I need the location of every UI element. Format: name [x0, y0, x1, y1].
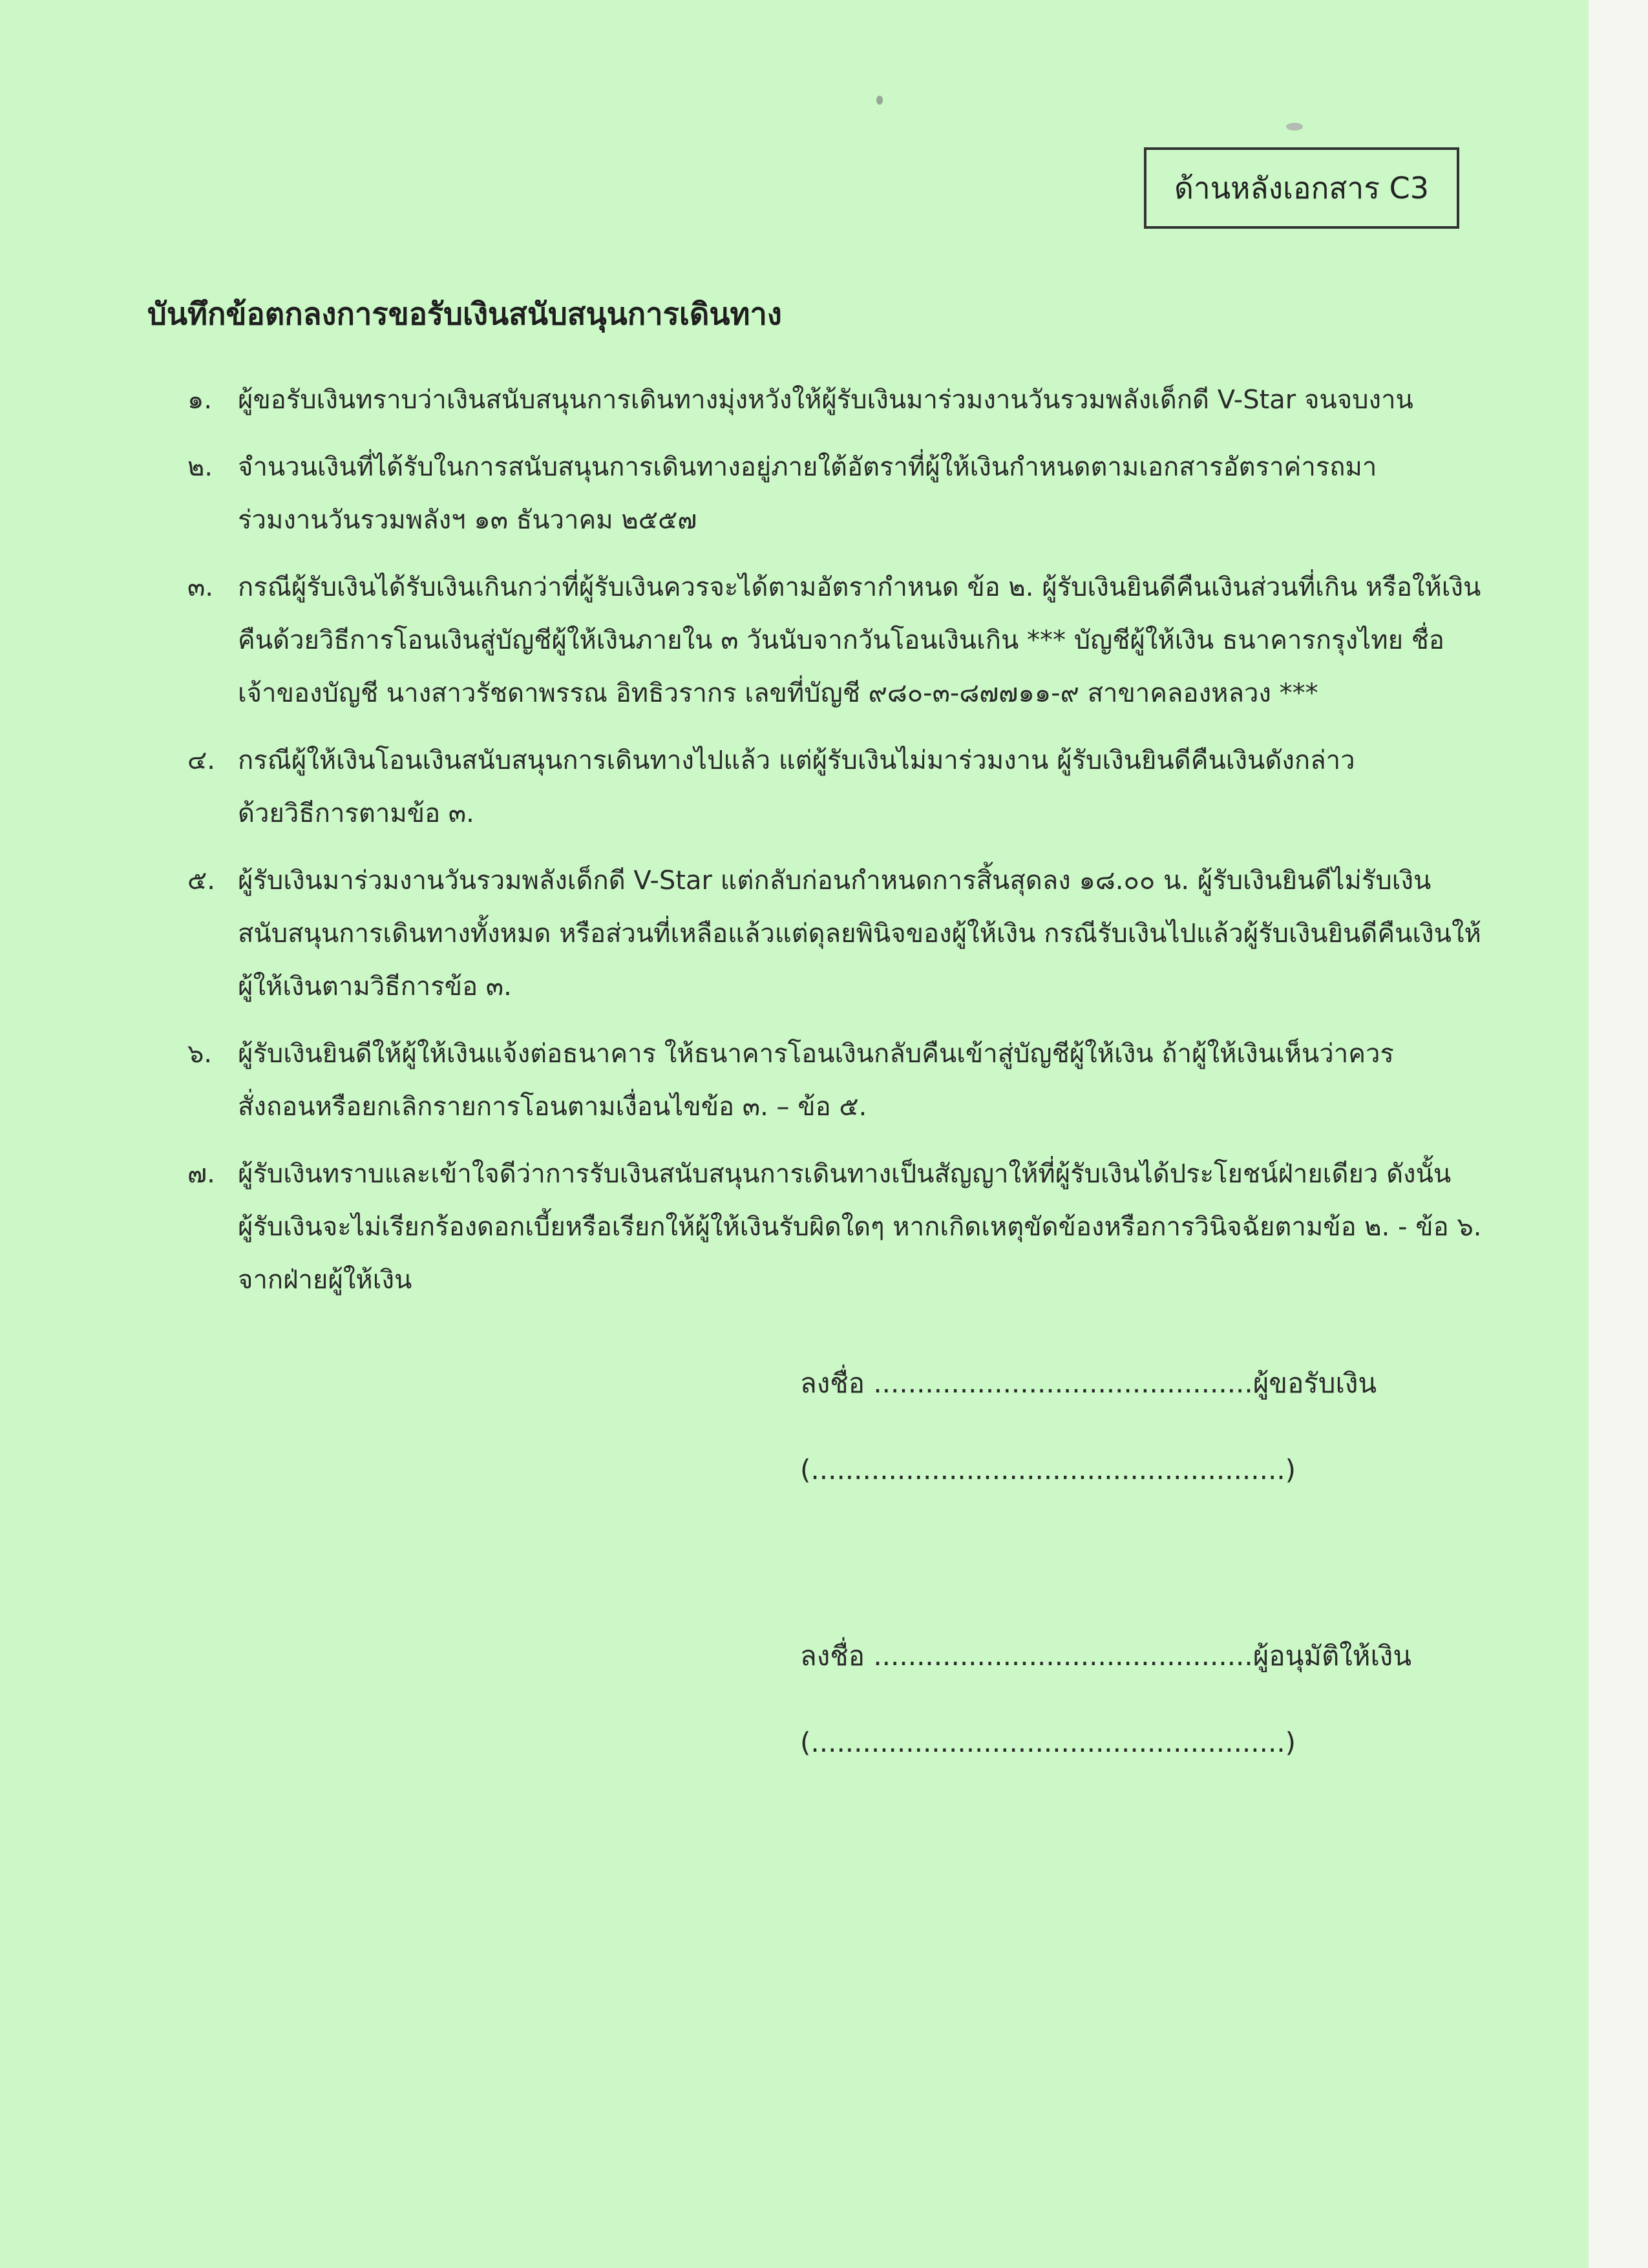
- clause-3: [187, 561, 1481, 720]
- clause-text-line: ร่วมงานวันรวมพลังฯ ๑๓ ธันวาคม ๒๕๕๗: [238, 505, 697, 535]
- clause-6: [187, 1027, 1461, 1133]
- approver-signature-line: ลงชื่อ ............................................ผู้อนุมัติให้เงิน: [800, 1640, 1412, 1672]
- requester-signature-line: ลงชื่อ ............................................ผู้ขอรับเงิน: [800, 1367, 1377, 1399]
- page-title: บันทึกข้อตกลงการขอรับเงินสนับสนุนการเดินทาง: [147, 297, 782, 332]
- clause-number: ๑.: [187, 385, 213, 415]
- clause-2: [187, 441, 1461, 547]
- clause-number: ๒.: [187, 452, 213, 482]
- clause-text-line: ผู้รับเงินยินดีให้ผู้ให้เงินแจ้งต่อธนาคาร ให้ธนาคารโอนเงินกลับคืนเข้าสู่บัญชีผู้ให้เงิน ถ้าผู้ให้เงินเห็นว่าควร: [238, 1039, 1394, 1069]
- clause-text-line: สั่งถอนหรือยกเลิกรายการโอนตามเงื่อนไขข้อ ๓. – ข้อ ๕.: [238, 1092, 867, 1122]
- clause-text-line: สนับสนุนการเดินทางทั้งหมด หรือส่วนที่เหลือแล้วแต่ดุลยพินิจของผู้ให้เงิน กรณีรับเงินไปแล้วผู้รับเงินยินดีคืนเงินให้: [238, 919, 1481, 949]
- clause-text-line: ผู้ขอรับเงินทราบว่าเงินสนับสนุนการเดินทางมุ่งหวังให้ผู้รับเงินมาร่วมงานวันรวมพลังเด็กดี V-Star จนจบงาน: [238, 385, 1413, 415]
- scan-margin: [1589, 0, 1648, 2268]
- clause-4: [187, 734, 1461, 840]
- clause-text-line: ผู้รับเงินจะไม่เรียกร้องดอกเบี้ยหรือเรียกให้ผู้ให้เงินรับผิดใดๆ หากเกิดเหตุขัดข้องหรือการวินิจฉัยตามข้อ ๒. - ข้อ ๖.: [238, 1212, 1482, 1242]
- doc-label: ด้านหลังเอกสาร C3: [1174, 170, 1429, 205]
- doc-label-box: [1144, 147, 1459, 229]
- clause-number: ๖.: [187, 1039, 213, 1069]
- clause-number: ๗.: [187, 1159, 215, 1189]
- clause-text-line: ผู้ให้เงินตามวิธีการข้อ ๓.: [238, 972, 512, 1002]
- scan-speck: [1286, 123, 1303, 131]
- clause-text-line: ผู้รับเงินทราบและเข้าใจดีว่าการรับเงินสนับสนุนการเดินทางเป็นสัญญาให้ที่ผู้รับเงินได้ประโยชน์ฝ่ายเดียว ดังนั้น: [238, 1159, 1452, 1189]
- clause-text-line: ผู้รับเงินมาร่วมงานวันรวมพลังเด็กดี V-Star แต่กลับก่อนกำหนดการสิ้นสุดลง ๑๘.๐๐ น. ผู้รับเงินยินดีไม่รับเงิน: [238, 866, 1431, 896]
- clause-5: [187, 854, 1481, 1013]
- clause-number: ๕.: [187, 866, 215, 896]
- clause-text-line: จำนวนเงินที่ได้รับในการสนับสนุนการเดินทางอยู่ภายใต้อัตราที่ผู้ให้เงินกำหนดตามเอกสารอัตราค่ารถมา: [238, 452, 1377, 482]
- clause-text-line: จากฝ่ายผู้ให้เงิน: [238, 1265, 412, 1295]
- requester-name-line: (.......................................................): [800, 1454, 1296, 1486]
- clause-number: ๓.: [187, 572, 214, 602]
- clause-text-line: ด้วยวิธีการตามข้อ ๓.: [238, 799, 474, 828]
- clause-text-line: เจ้าของบัญชี นางสาวรัชดาพรรณ อิทธิวรากร เลขที่บัญชี ๙๘๐-๓-๘๗๗๑๑-๙ สาขาคลองหลวง ***: [238, 678, 1318, 708]
- clause-7: [187, 1148, 1482, 1307]
- clause-text-line: กรณีผู้รับเงินได้รับเงินเกินกว่าที่ผู้รับเงินควรจะได้ตามอัตรากำหนด ข้อ ๒. ผู้รับเงินยินดีคืนเงินส่วนที่เกิน หรือให้เงิน: [238, 572, 1481, 602]
- clause-number: ๔.: [187, 746, 215, 775]
- approver-name-line: (.......................................................): [800, 1727, 1296, 1758]
- clause-list: [187, 373, 1482, 1321]
- clause-text-line: คืนด้วยวิธีการโอนเงินสู่บัญชีผู้ให้เงินภายใน ๓ วันนับจากวันโอนเงินเกิน *** บัญชีผู้ให้เงิน ธนาคารกรุงไทย ชื่อ: [238, 625, 1444, 655]
- scan-speck: [876, 96, 883, 105]
- clause-1: [187, 373, 1461, 426]
- clause-text-line: กรณีผู้ให้เงินโอนเงินสนับสนุนการเดินทางไปแล้ว แต่ผู้รับเงินไม่มาร่วมงาน ผู้รับเงินยินดีคืนเงินดังกล่าว: [238, 746, 1355, 775]
